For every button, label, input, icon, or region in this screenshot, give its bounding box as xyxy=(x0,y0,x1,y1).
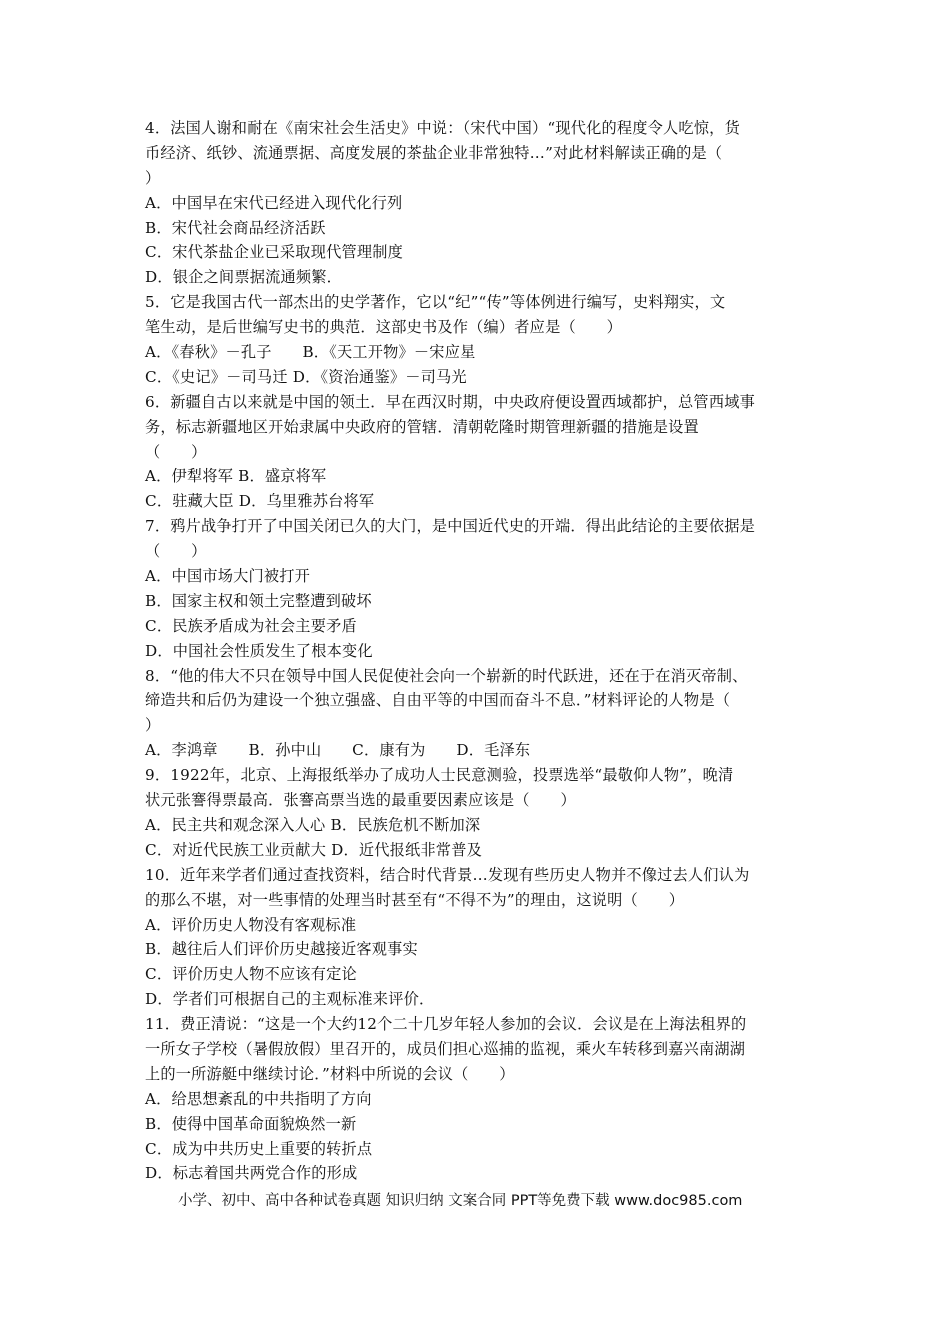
option-line: C．驻藏大臣 D．乌里雅苏台将军 xyxy=(145,492,375,511)
question-text-line: 币经济、纸钞、流通票据、高度发展的茶盐企业非常独特…”对此材料解读正确的是（ xyxy=(145,143,723,162)
question-text-line: 8．“他的伟大不只在领导中国人民促使社会向一个崭新的时代跃进，还在于在消灭帝制、 xyxy=(145,666,748,685)
question-text-line: 9．1922年，北京、上海报纸举办了成功人士民意测验，投票选举“最敬仰人物”，晚清 xyxy=(145,766,734,785)
question-text-line: 状元张謇得票最高．张謇高票当选的最重要因素应该是（ ） xyxy=(145,791,576,810)
option-line: C．民族矛盾成为社会主要矛盾 xyxy=(145,616,357,635)
option-line: A．给思想紊乱的中共指明了方向 xyxy=(145,1089,372,1108)
question-text-line: 6．新疆自古以来就是中国的领土．早在西汉时期，中央政府便设置西域都护，总管西域事 xyxy=(145,392,755,411)
question-6 xyxy=(145,390,805,514)
question-text-line: 上的一所游艇中继续讨论．”材料中所说的会议（ ） xyxy=(145,1064,515,1083)
option-line: B．宋代社会商品经济活跃 xyxy=(145,218,326,237)
question-text-line: ） xyxy=(145,716,161,735)
option-line: C．评价历史人物不应该有定论 xyxy=(145,965,357,984)
option-line: A．伊犁将军 B．盛京将军 xyxy=(145,467,327,486)
option-line: D．中国社会性质发生了根本变化 xyxy=(145,641,373,660)
option-line: B．越往后人们评价历史越接近客观事实 xyxy=(145,940,418,959)
question-10 xyxy=(145,863,805,1012)
option-line: D．学者们可根据自己的主观标准来评价． xyxy=(145,990,435,1009)
option-line: C．成为中共历史上重要的转折点 xyxy=(145,1139,373,1158)
option-line: C．对近代民族工业贡献大 D．近代报纸非常普及 xyxy=(145,840,482,859)
question-text-line: 的那么不堪，对一些事情的处理当时甚至有“不得不为”的理由，这说明（ ） xyxy=(145,890,685,909)
option-line: A．评价历史人物没有客观标准 xyxy=(145,915,357,934)
question-text-line: 一所女子学校（暑假放假）里召开的，成员们担心巡捕的监视，乘火车转移到嘉兴南湖湖 xyxy=(145,1039,746,1058)
question-text-line: （ ） xyxy=(145,442,207,461)
page-footer: 小学、初中、高中各种试卷真题 知识归纳 文案合同 PPT等免费下载 www.doc985.com xyxy=(178,1193,743,1209)
question-text-line: ） xyxy=(145,168,161,187)
option-line: A．中国市场大门被打开 xyxy=(145,567,311,586)
option-line: A．民主共和观念深入人心 B．民族危机不断加深 xyxy=(145,815,481,834)
question-text-line: 11．费正清说：“这是一个大约12个二十几岁年轻人参加的会议．会议是在上海法租界的 xyxy=(145,1015,747,1034)
question-4 xyxy=(145,116,805,290)
option-line: A．《春秋》－孔子 B．《天工开物》－宋应星 xyxy=(145,343,476,362)
option-line: A．李鸿章 B．孙中山 C．康有为 D．毛泽东 xyxy=(145,741,531,760)
question-text-line: （ ） xyxy=(145,542,207,561)
document-body xyxy=(145,116,805,1186)
question-7 xyxy=(145,514,805,663)
question-text-line: 5．它是我国古代一部杰出的史学著作，它以“纪”“传”等体例进行编写，史料翔实，文 xyxy=(145,293,726,312)
option-line: A．中国早在宋代已经进入现代化行列 xyxy=(145,193,403,212)
question-5 xyxy=(145,290,805,390)
question-text-line: 缔造共和后仍为建设一个独立强盛、自由平等的中国而奋斗不息．”材料评论的人物是（ xyxy=(145,691,731,710)
question-8 xyxy=(145,664,805,764)
question-text-line: 10．近年来学者们通过查找资料，结合时代背景…发现有些历史人物并不像过去人们认为 xyxy=(145,865,750,884)
question-text-line: 笔生动，是后世编写史书的典范．这部史书及作（编）者应是（ ） xyxy=(145,318,623,337)
question-9 xyxy=(145,763,805,863)
question-text-line: 务，标志新疆地区开始隶属中央政府的管辖．清朝乾隆时期管理新疆的措施是设置 xyxy=(145,417,699,436)
option-line: D．标志着国共两党合作的形成 xyxy=(145,1164,358,1183)
option-line: C．宋代茶盐企业已采取现代管理制度 xyxy=(145,243,404,262)
option-line: B．使得中国革命面貌焕然一新 xyxy=(145,1114,357,1133)
option-line: D．银企之间票据流通频繁． xyxy=(145,268,343,287)
question-11 xyxy=(145,1012,805,1186)
question-text-line: 7．鸦片战争打开了中国关闭已久的大门，是中国近代史的开端．得出此结论的主要依据是 xyxy=(145,517,755,536)
option-line: C．《史记》－司马迁 D．《资治通鉴》－司马光 xyxy=(145,367,467,386)
question-text-line: 4．法国人谢和耐在《南宋社会生活史》中说：（宋代中国）“现代化的程度令人吃惊，货 xyxy=(145,119,740,137)
option-line: B．国家主权和领土完整遭到破坏 xyxy=(145,591,372,610)
